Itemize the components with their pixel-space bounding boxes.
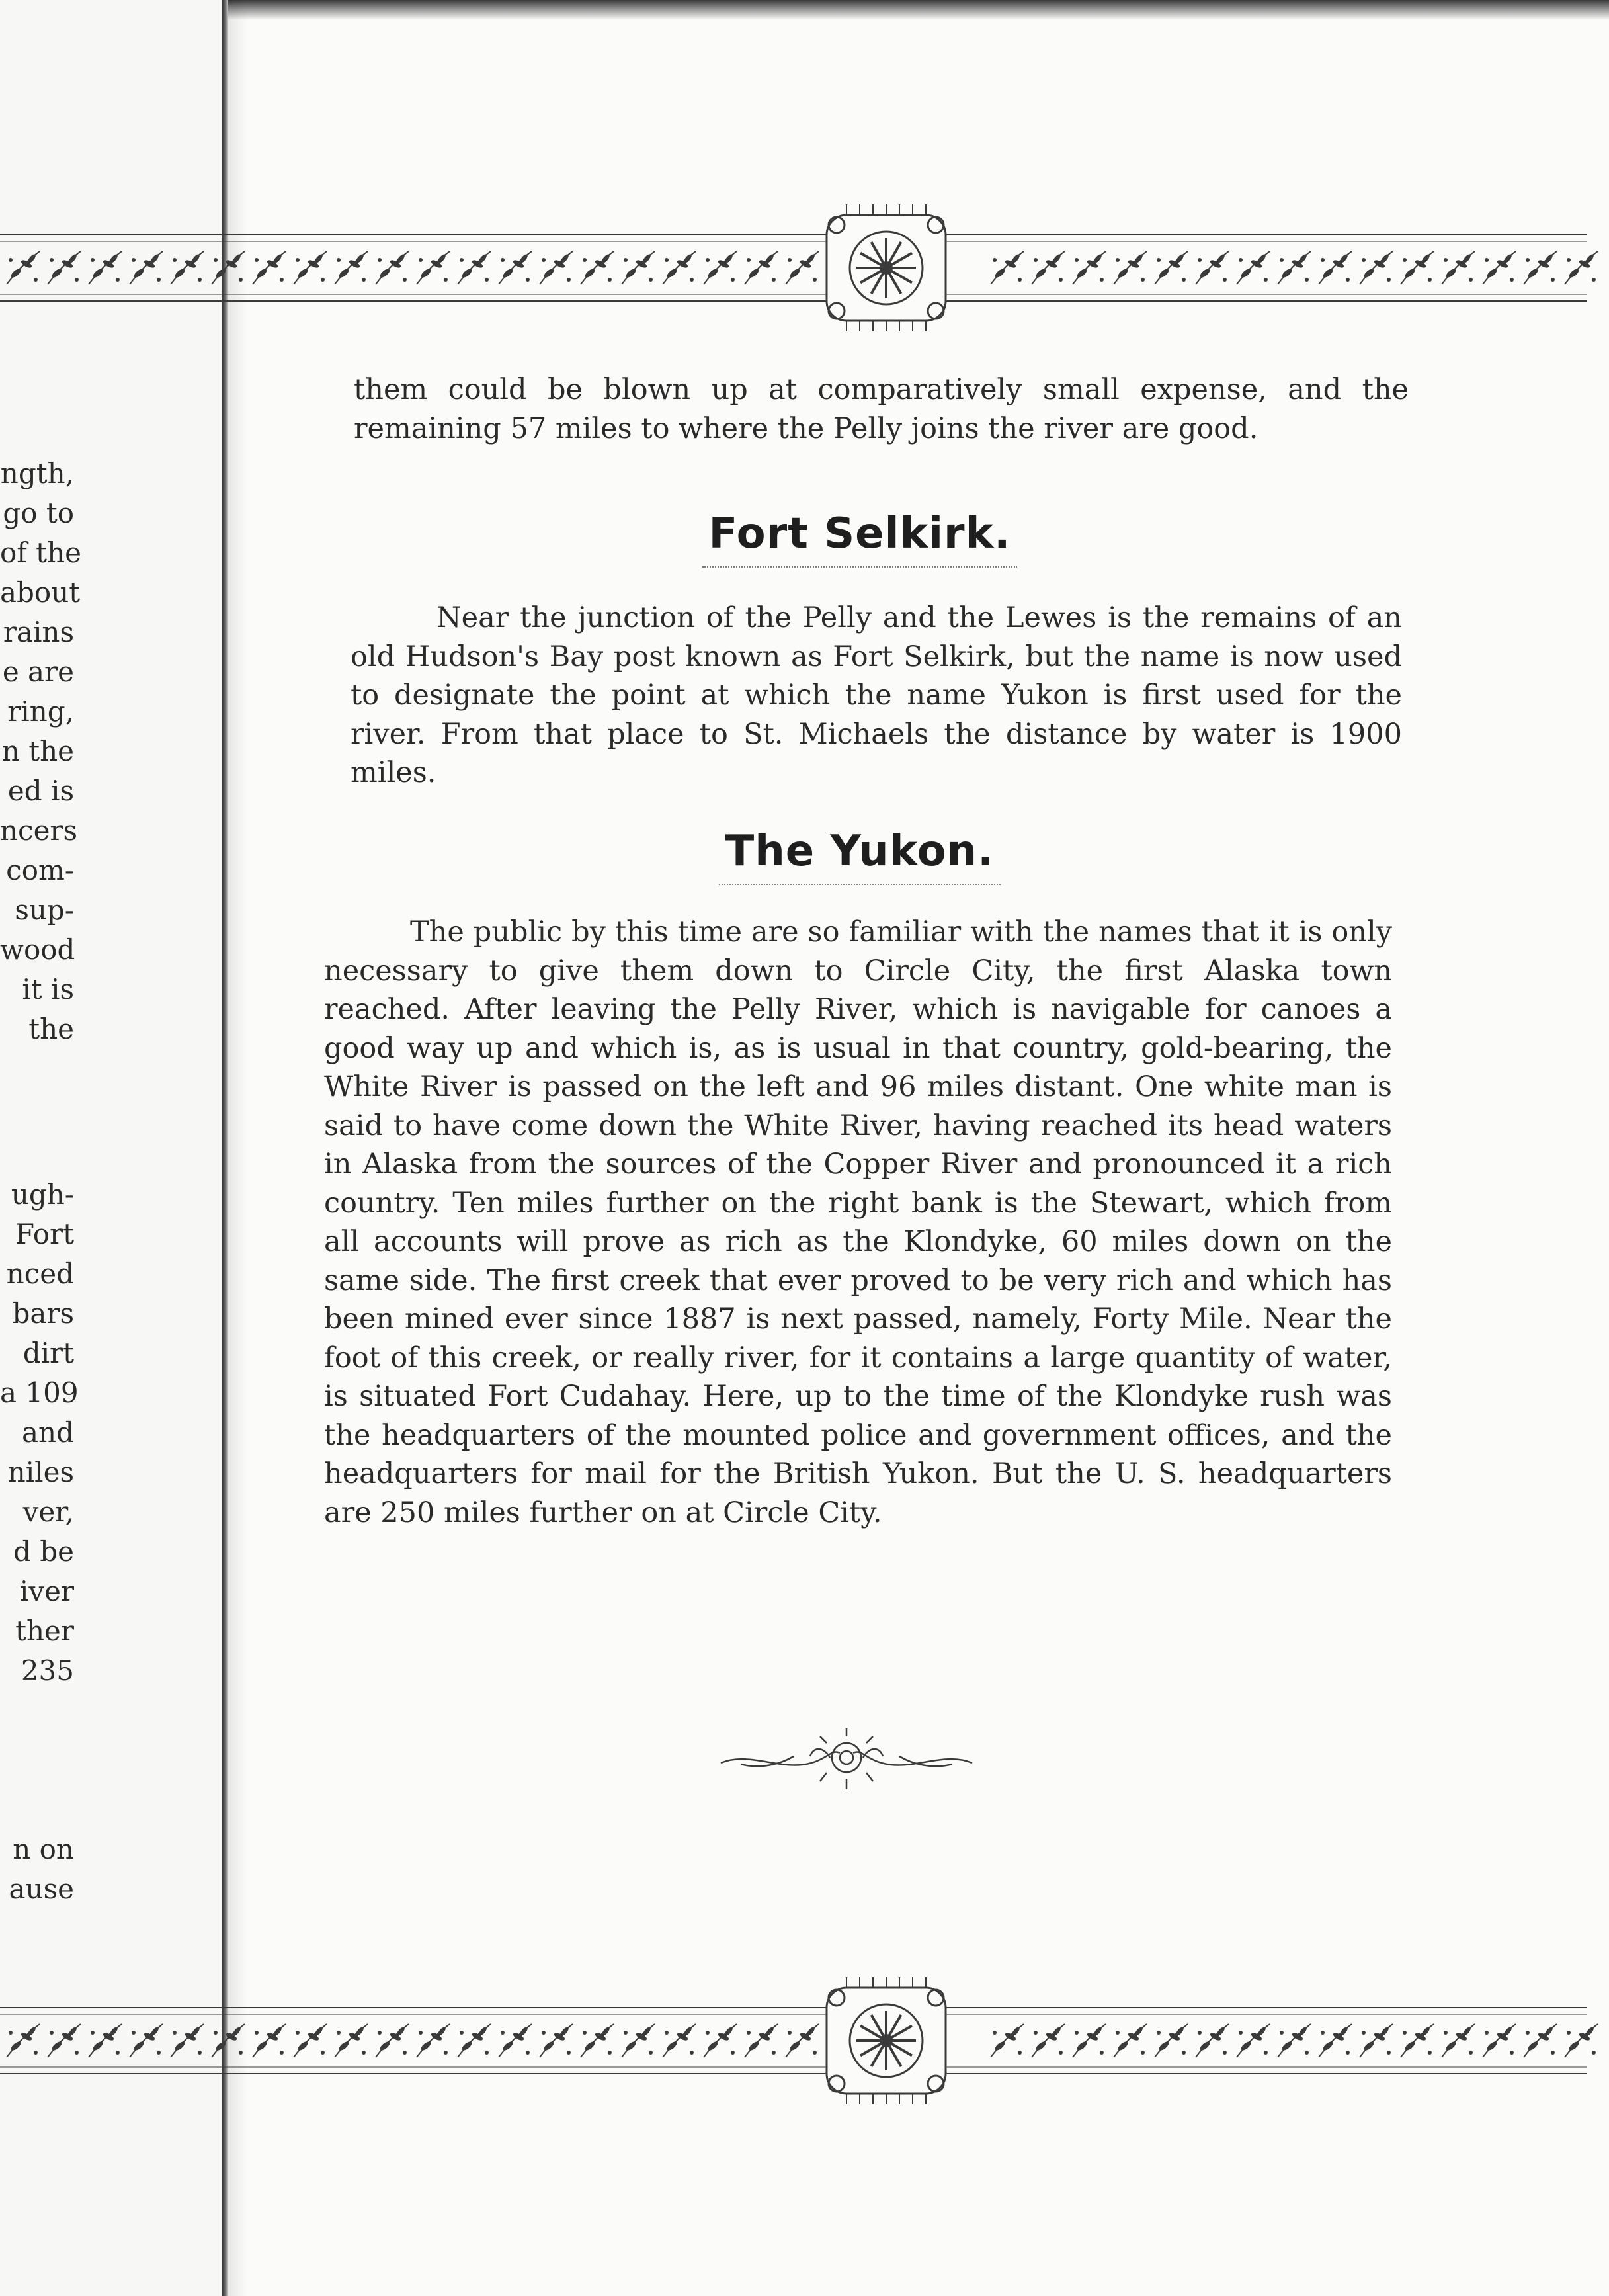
left-page-word: ed is [7, 775, 74, 807]
left-page-word: rains [3, 616, 74, 648]
left-page-word: n on [13, 1833, 74, 1865]
left-page-word: nced [6, 1257, 74, 1290]
left-page-word: the [28, 1013, 74, 1045]
left-page-word: n the [1, 735, 74, 767]
left-page-word: ncers [0, 814, 78, 847]
floral-scroll-ornament-icon [714, 1723, 979, 1796]
left-page-word: 235 [21, 1654, 74, 1687]
left-page-word: about [0, 576, 81, 609]
section-body-the-yukon: The public by this time are so familiar with the names that it is only necessary to give them down to Circle City, the first Alaska town reached. After leaving the Pelly River, which is navigable for canoes a good way up and which is, as is usual in that country, gold-bearing, the White River is passed on the left and 96 miles distant. One white man is said to have come down the White River, having reached its head waters in Alaska from the sources of the Copper River and pronounced it a rich country. Ten miles further on the right bank is the Stewart, which from all accounts will prove as rich as the Klondyke, 60 miles down on the same side. The first creek that ever proved to be very rich and which has been mined ever since 1887 is next passed, namely, Forty Mile. Near the foot of this creek, or really river, for it contains a large quantity of water, is situated Fort Cudahay. Here, up to the time of the Klondyke rush was the headquarters of the mounted police and government offices, and the headquarters for mail for the British Yukon. But the U. S. headquarters are 250 miles further on at Circle City. [324, 915, 1392, 1529]
left-page-word: d be [13, 1535, 74, 1568]
left-page-word: and [22, 1416, 74, 1449]
left-page-word: go to [3, 497, 74, 529]
floral-border-bottom-icon [0, 1968, 1609, 2113]
left-page-word: a 109 [0, 1377, 79, 1409]
left-page-word: ther [15, 1615, 74, 1647]
left-page-word: Fort [15, 1218, 74, 1250]
book-gutter [222, 0, 228, 2296]
section-body-fort-selkirk: Near the junction of the Pelly and the Lewes is the remains of an old Hudson's Bay post known as Fort Selkirk, but the name is now used to designate the point at which the name Yukon is first used for the river. From that place to St. Michaels the distance by water is 1900 miles. [351, 601, 1402, 789]
left-facing-page [0, 0, 222, 2296]
left-page-word: iver [19, 1575, 74, 1607]
left-page-text-fragments [0, 0, 222, 2296]
gutter-shadow [228, 0, 248, 2296]
left-page-word: ring, [7, 695, 74, 728]
left-page-word: it is [22, 973, 74, 1005]
left-page-word: of the [0, 536, 81, 569]
left-page-word: e are [2, 656, 74, 688]
left-page-word: ause [9, 1873, 74, 1905]
left-page-word: dirt [22, 1337, 74, 1369]
left-page-word: ver, [22, 1496, 74, 1528]
left-page-word: sup- [15, 894, 74, 926]
left-page-word: wood [0, 933, 75, 966]
left-page-word: ugh- [11, 1178, 74, 1211]
left-page-word: niles [7, 1456, 74, 1488]
section-heading-fort-selkirk: Fort Selkirk. [311, 509, 1409, 568]
left-page-word: bars [12, 1297, 74, 1330]
left-page-word: com- [6, 854, 74, 886]
intro-paragraph: them could be blown up at comparatively small expense, and the remaining 57 miles to where the Pelly joins the river are good. [354, 373, 1409, 445]
left-page-word: ngth, [0, 457, 74, 489]
floral-border-top-icon [0, 195, 1609, 341]
section-heading-the-yukon: The Yukon. [311, 827, 1409, 885]
